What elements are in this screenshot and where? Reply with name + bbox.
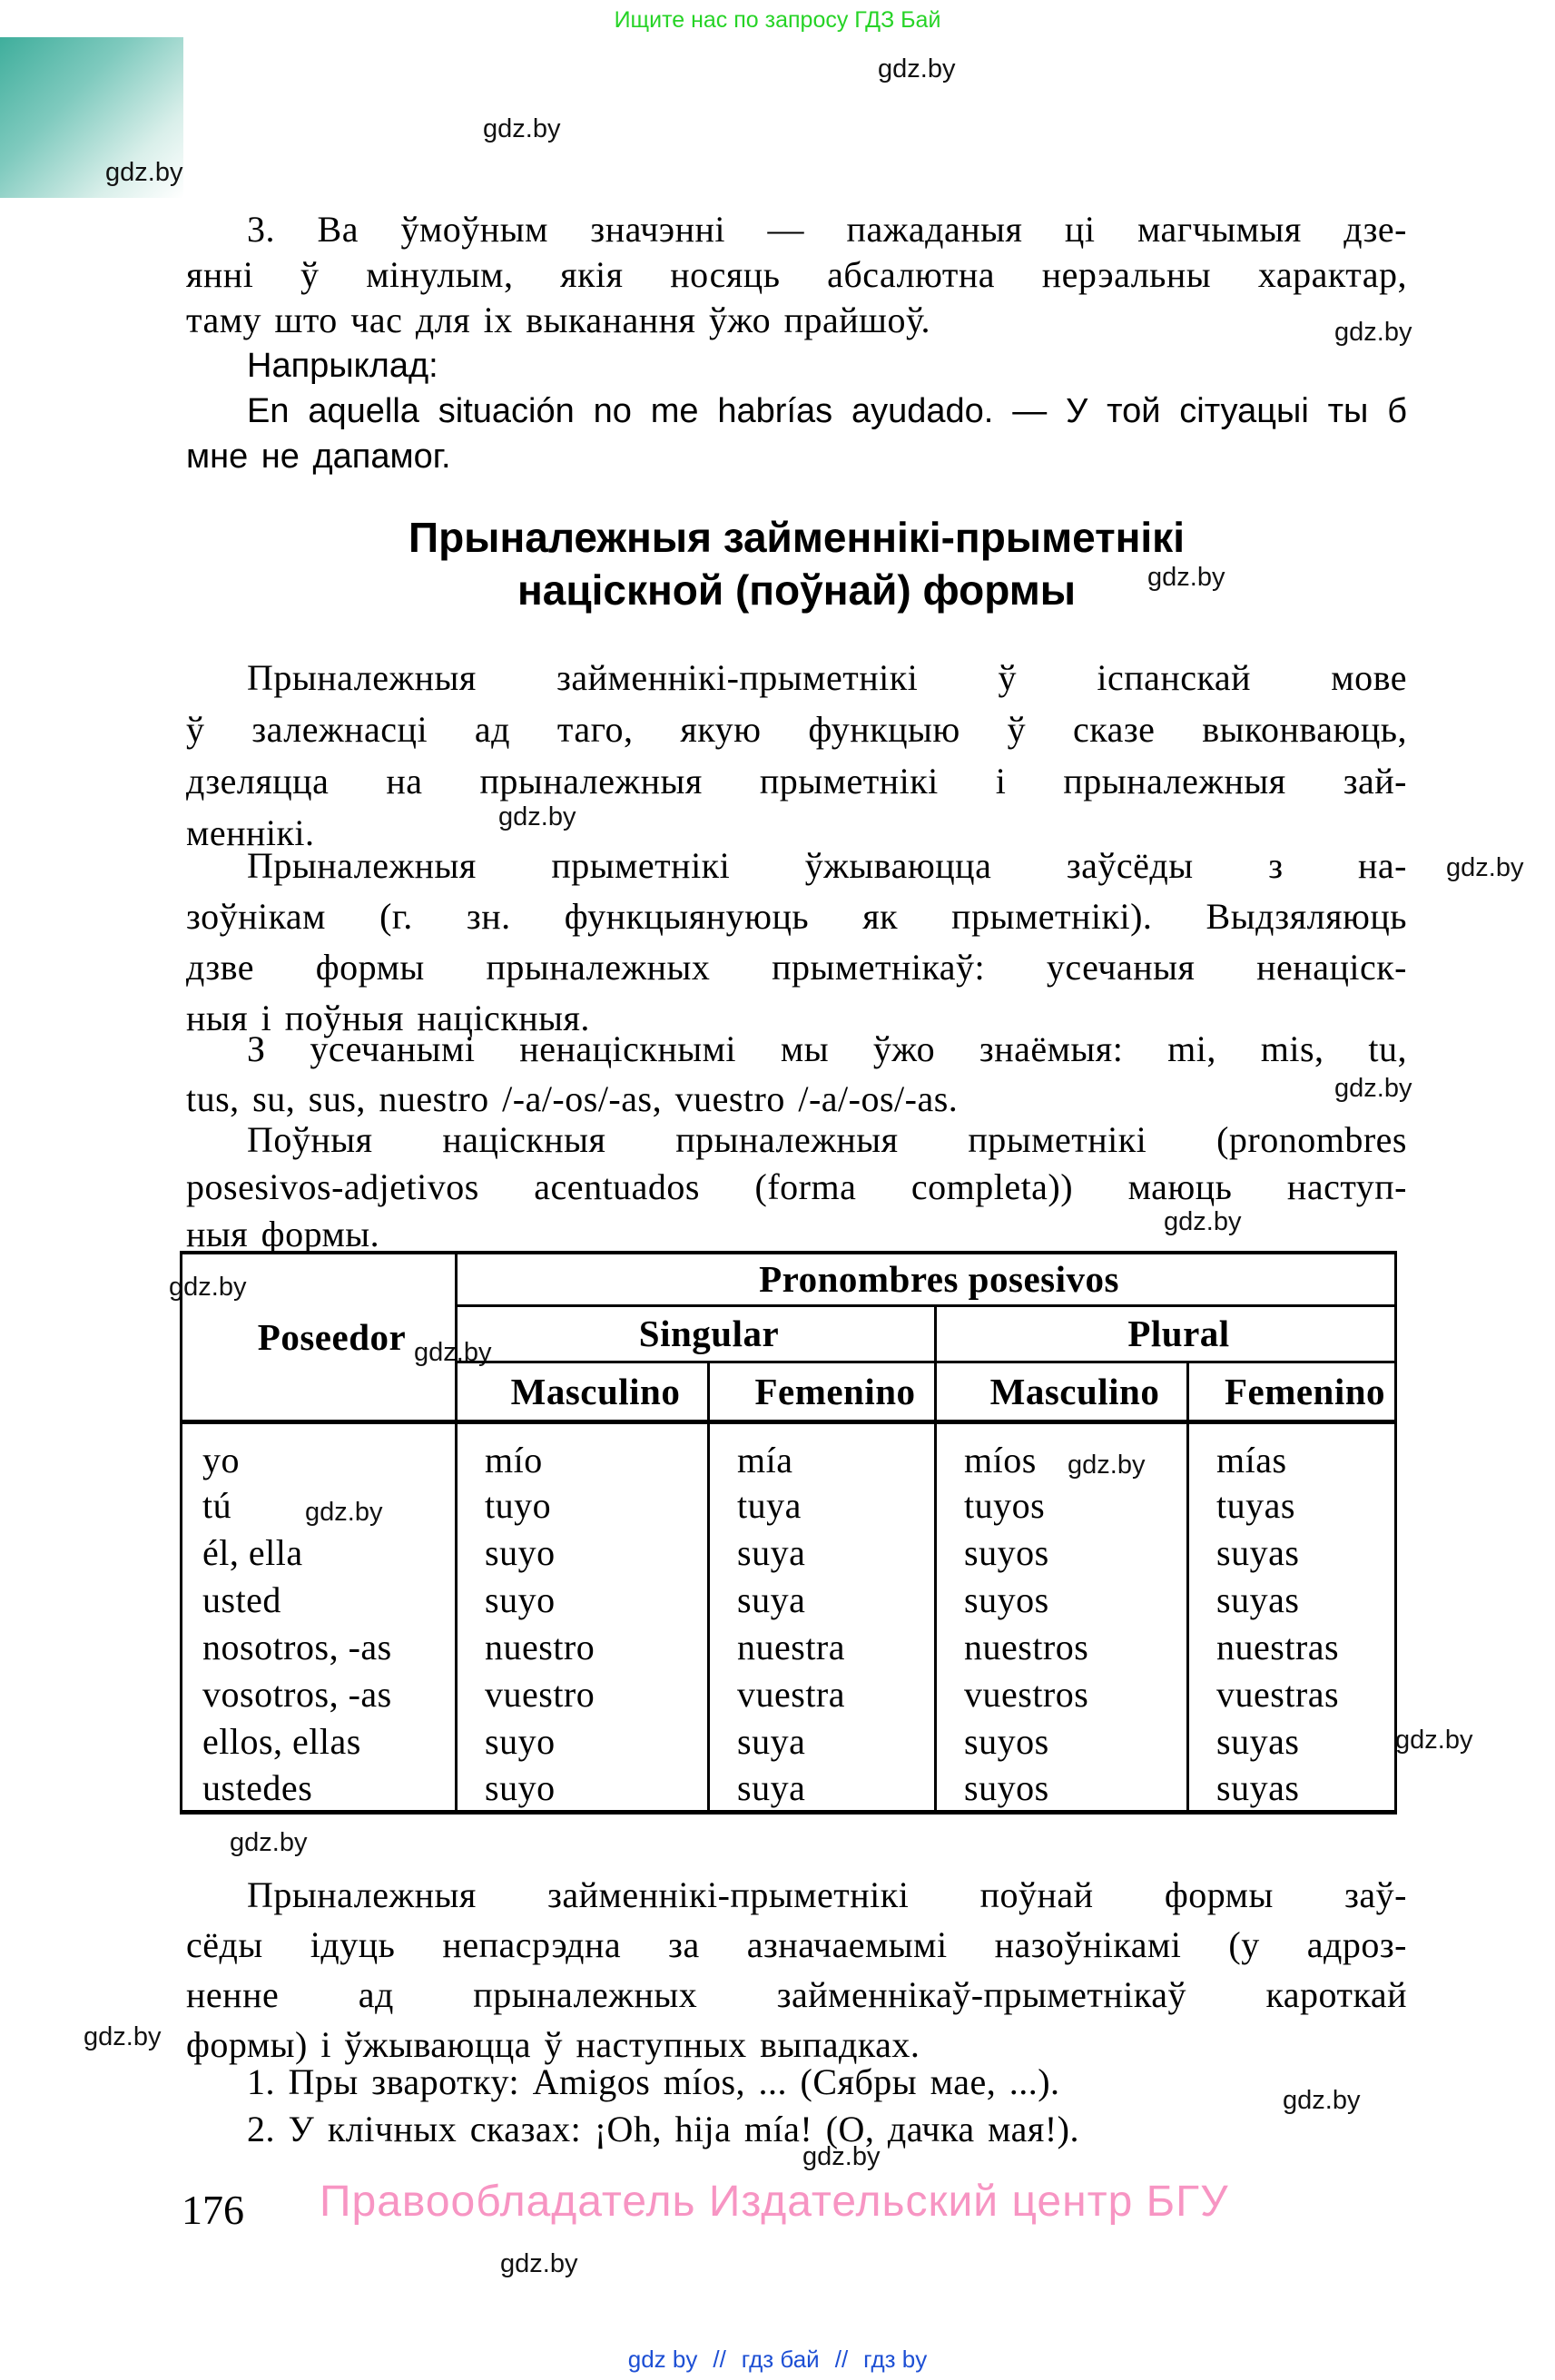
form-cell: suya	[709, 1577, 936, 1624]
form-cell: vuestro	[457, 1671, 709, 1718]
paragraph-definition	[186, 652, 1407, 859]
paragraph-adjectives	[186, 841, 1407, 1044]
footer-links	[0, 2346, 1555, 2374]
possessive-pronouns-table	[180, 1251, 1397, 1815]
paragraph-full-forms	[186, 1116, 1407, 1258]
table-row	[182, 1529, 1396, 1577]
form-cell: suyas	[1188, 1765, 1396, 1813]
form-cell: nuestro	[457, 1624, 709, 1671]
table-header-masculino: Masculino	[457, 1362, 709, 1421]
form-cell: nuestra	[709, 1624, 936, 1671]
owner-cell: él, ella	[182, 1529, 457, 1577]
gdz-watermark: gdz.by	[414, 1338, 492, 1367]
table-header-femenino: Femenino	[1188, 1362, 1396, 1421]
owner-cell: yo	[182, 1421, 457, 1482]
gdz-link[interactable]: гдз бай	[741, 2346, 820, 2373]
gdz-link[interactable]: гдз by	[863, 2346, 928, 2373]
form-cell: suya	[709, 1529, 936, 1577]
table-row	[182, 1671, 1396, 1718]
usage-list	[186, 2059, 1407, 2153]
example-label: Напрыклад:	[247, 347, 438, 385]
gdz-link[interactable]: gdz by	[627, 2346, 698, 2373]
copyright-notice: Правообладатель Издательский центр БГУ	[320, 2178, 1229, 2226]
form-cell: suyo	[457, 1718, 709, 1765]
paragraph-line: З усечанымі ненаціскнымі мы ўжо знаёмыя: mi, mis, tu,	[247, 1028, 1407, 1069]
owner-cell: ustedes	[182, 1765, 457, 1813]
gdz-watermark: gdz.by	[802, 2142, 881, 2171]
form-cell: suyas	[1188, 1718, 1396, 1765]
form-cell: suyos	[936, 1529, 1188, 1577]
paragraph-line: 3. Ва ўмоўным значэнні — пажаданыя ці магчымыя дзе-	[247, 209, 1407, 250]
table-row	[182, 1765, 1396, 1813]
paragraph-line: ныя формы.	[186, 1214, 380, 1254]
form-cell: suya	[709, 1718, 936, 1765]
paragraph-line: ненне ад прыналежных займеннікаў-прыметнікаў кароткай	[186, 1974, 1407, 2015]
form-cell: suyos	[936, 1765, 1188, 1813]
form-cell: mía	[709, 1421, 936, 1482]
paragraph-line: ў залежнасці ад таго, якую функцыю ў сказе выконваюць,	[186, 709, 1407, 750]
table-header-plural: Plural	[936, 1305, 1396, 1362]
table-header-pronombres: Pronombres posesivos	[457, 1253, 1396, 1305]
form-cell: vuestras	[1188, 1671, 1396, 1718]
table-header-masculino: Masculino	[936, 1362, 1188, 1421]
paragraph-line: Прыналежныя займеннікі-прыметнікі поўнай формы заў-	[247, 1874, 1407, 1915]
owner-cell: usted	[182, 1577, 457, 1624]
table-row	[182, 1482, 1396, 1529]
form-cell: tuyas	[1188, 1482, 1396, 1529]
gdz-watermark: gdz.by	[500, 2249, 578, 2278]
gdz-watermark: gdz.by	[84, 2022, 162, 2051]
form-cell: suyos	[936, 1577, 1188, 1624]
form-cell: tuyos	[936, 1482, 1188, 1529]
owner-cell: tú	[182, 1482, 457, 1529]
table-row	[182, 1624, 1396, 1671]
paragraph-line: таму што час для іх выканання ўжо прайшоў.	[186, 300, 930, 340]
form-cell: mías	[1188, 1421, 1396, 1482]
paragraph-line: Прыналежныя займеннікі-прыметнікі ў іспанскай мове	[247, 657, 1407, 698]
gdz-watermark: gdz.by	[230, 1828, 308, 1857]
form-cell: suyo	[457, 1765, 709, 1813]
gdz-watermark: gdz.by	[483, 114, 561, 143]
gdz-watermark: gdz.by	[1334, 1074, 1412, 1103]
form-cell: suyo	[457, 1529, 709, 1577]
gdz-watermark: gdz.by	[105, 158, 183, 187]
form-cell: tuya	[709, 1482, 936, 1529]
form-cell: suyos	[936, 1718, 1188, 1765]
form-cell: nuestras	[1188, 1624, 1396, 1671]
page-number: 176	[182, 2187, 244, 2233]
form-cell: vuestra	[709, 1671, 936, 1718]
gdz-watermark: gdz.by	[1395, 1726, 1473, 1755]
gdz-watermark: gdz.by	[878, 54, 956, 84]
paragraph-line: Прыналежныя прыметнікі ўжываюцца заўсёды з на-	[247, 845, 1407, 886]
paragraph-line: дзеляцца на прыналежныя прыметнікі і прыналежныя зай-	[186, 761, 1407, 802]
list-item: 2. У клічных сказах: ¡Oh, hija mía! (О, дачка мая!).	[247, 2109, 1079, 2149]
example-line: En aquella situación no me habrías ayudado. — У той сітуацыі ты б	[247, 392, 1407, 430]
form-cell: suyas	[1188, 1529, 1396, 1577]
section-heading	[186, 511, 1407, 616]
gdz-watermark: gdz.by	[1164, 1207, 1242, 1236]
paragraph-word-order	[186, 1870, 1407, 2070]
gdz-watermark: gdz.by	[1334, 318, 1412, 347]
table-header-singular: Singular	[457, 1305, 936, 1362]
link-separator: //	[713, 2346, 726, 2373]
paragraph-short-forms	[186, 1024, 1407, 1124]
paragraph-conditional	[186, 207, 1407, 479]
form-cell: suya	[709, 1765, 936, 1813]
section-heading-line: націскной (поўнай) формы	[517, 566, 1077, 614]
form-cell: nuestros	[936, 1624, 1188, 1671]
paragraph-line: меннікі.	[186, 812, 315, 853]
link-separator: //	[834, 2346, 849, 2373]
paragraph-line: янні ў мінулым, якія носяць абсалютна нерэальны характар,	[186, 254, 1407, 295]
list-item: 1. Пры зваротку: Amigos míos, ... (Сябры мае, ...).	[247, 2061, 1060, 2102]
paragraph-line: зоўнікам (г. зн. функцыянуюць як прыметнікі). Выдзяляюць	[186, 896, 1407, 937]
table-row	[182, 1577, 1396, 1624]
owner-cell: vosotros, -as	[182, 1671, 457, 1718]
form-cell: vuestros	[936, 1671, 1188, 1718]
form-cell: tuyo	[457, 1482, 709, 1529]
gdz-watermark: gdz.by	[1446, 853, 1524, 882]
paragraph-line: tus, su, sus, nuestro /-a/-os/-as, vuestro /-a/-os/-as.	[186, 1078, 959, 1119]
gdz-watermark: gdz.by	[1068, 1451, 1146, 1480]
owner-cell: nosotros, -as	[182, 1624, 457, 1671]
gdz-watermark: gdz.by	[1147, 563, 1225, 592]
gdz-watermark: gdz.by	[1283, 2086, 1361, 2115]
table-row	[182, 1718, 1396, 1765]
form-cell: míos	[936, 1421, 1188, 1482]
gdz-watermark: gdz.by	[305, 1498, 383, 1527]
table-header-poseedor: Poseedor	[182, 1253, 457, 1421]
table-row	[182, 1421, 1396, 1482]
paragraph-line: сёды ідуць непасрэдна за азначаемымі назоўнікамі (у адроз-	[186, 1924, 1407, 1965]
search-promo-text: Ищите нас по запросу ГДЗ Бай	[614, 7, 941, 33]
example-line: мне не дапамог.	[186, 438, 451, 476]
form-cell: mío	[457, 1421, 709, 1482]
gdz-watermark: gdz.by	[169, 1273, 247, 1302]
paragraph-line: Поўныя націскныя прыналежныя прыметнікі (pronombres	[247, 1119, 1407, 1160]
paragraph-line: posesivos-adjetivos acentuados (forma completa)) маюць наступ-	[186, 1166, 1407, 1207]
paragraph-line: формы) і ўжываюцца ў наступных выпадках.	[186, 2024, 920, 2065]
table-header-femenino: Femenino	[709, 1362, 936, 1421]
paragraph-line: ныя і поўныя націскныя.	[186, 998, 590, 1038]
gdz-watermark: gdz.by	[498, 802, 576, 831]
paragraph-line: дзве формы прыналежных прыметнікаў: усечаныя ненаціск-	[186, 947, 1407, 988]
section-heading-line: Прыналежныя займеннікі-прыметнікі	[408, 514, 1185, 561]
form-cell: suyo	[457, 1577, 709, 1624]
form-cell: suyas	[1188, 1577, 1396, 1624]
owner-cell: ellos, ellas	[182, 1718, 457, 1765]
